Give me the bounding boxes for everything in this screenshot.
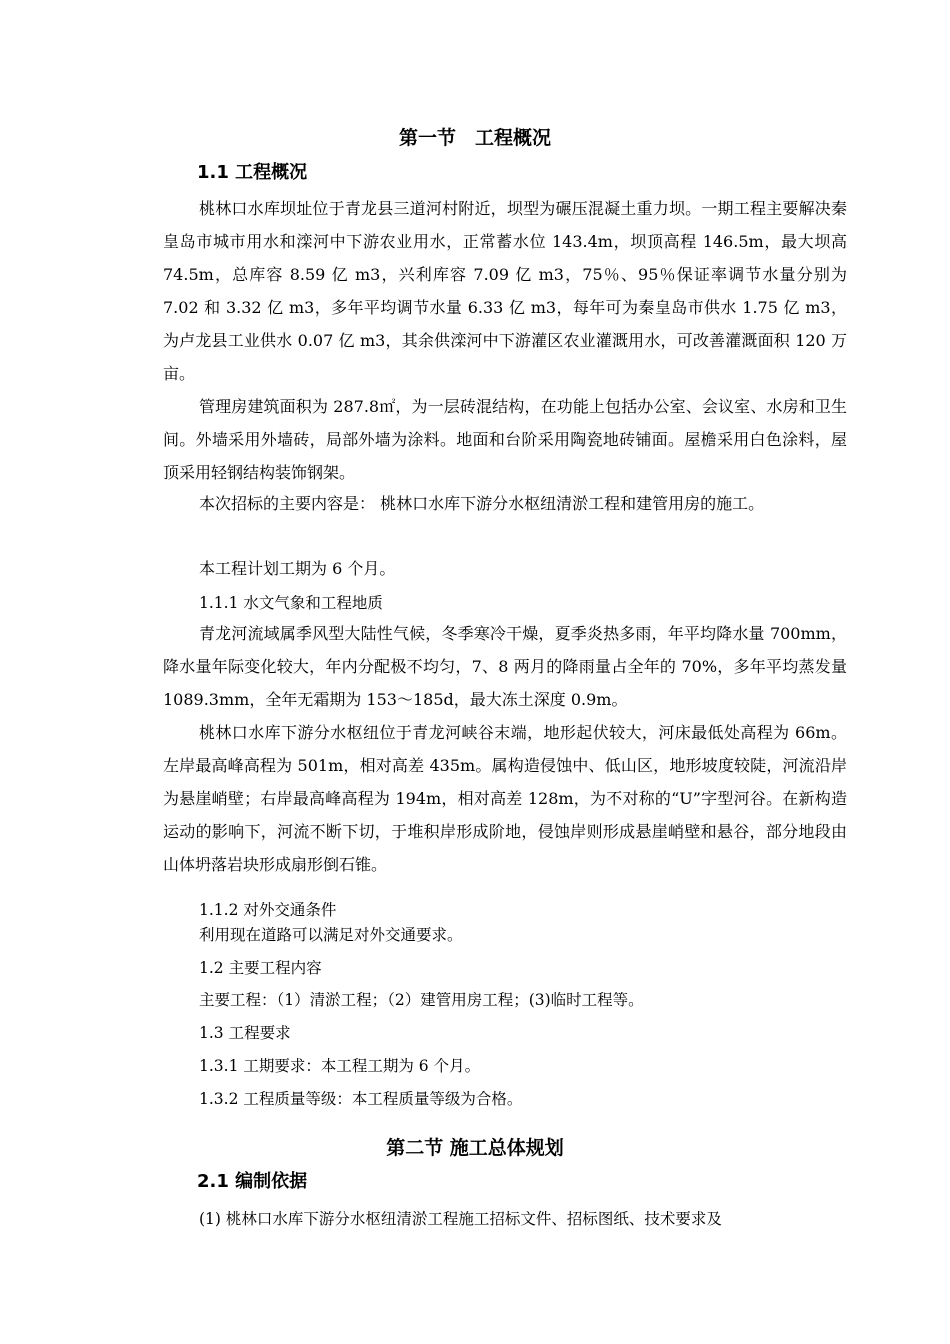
paragraph-traffic: 利用现在道路可以满足对外交通要求。 bbox=[199, 926, 463, 944]
paragraph-geology: 桃林口水库下游分水枢纽位于青龙河峡谷末端，地形起伏较大，河床最低处高程为 66m。左岸最高峰高程为 501m，相对高差 435m。属构造侵蚀中、低山区，地形坡度较陡，河流沿岸为悬崖峭壁；右岸最高峰高程为 194m，相对高差 128m，为不对称的“U”字型河谷。在新构造运动的影响下，河流不断下切，于堆积岸形成阶地，侵蚀岸则形成悬崖峭壁和悬谷，部分地段由山体坍落岩块形成扇形倒石锥。 bbox=[163, 723, 847, 874]
heading-1-1: 1.1 工程概况 bbox=[197, 162, 308, 183]
paragraph-overview: 桃林口水库坝址位于青龙县三道河村附近，坝型为碾压混凝土重力坝。一期工程主要解决秦皇岛市城市用水和滦河中下游农业用水，正常蓄水位 143.4m，坝顶高程 146.5m，最大坝高 74.5m，总库容 8.59 亿 m3，兴利库容 7.09 亿 m3，75％、95％保证率调节水量分别为 7.02 和 3.32 亿 m3，多年平均调节水量 6.33 亿 m3，每年可为秦皇岛市供水 1.75 亿 m3，为卢龙县工业供水 0.07 亿 m3，其余供滦河中下游灌区农业灌溉用水，可改善灌溉面积 120 万亩。 bbox=[163, 199, 847, 383]
section-1-title: 第一节 工程概况 bbox=[398, 127, 551, 149]
paragraph-duration-requirement: 1.3.1 工期要求：本工程工期为 6 个月。 bbox=[199, 1057, 481, 1075]
paragraph-main-works: 主要工程：（1）清淤工程；（2）建管用房工程；(3)临时工程等。 bbox=[199, 991, 644, 1009]
section-2-title: 第二节 施工总体规划 bbox=[386, 1137, 564, 1159]
heading-1-2: 1.2 主要工程内容 bbox=[199, 959, 322, 977]
paragraph-hydrology: 青龙河流域属季风型大陆性气候，冬季寒冷干燥，夏季炎热多雨，年平均降水量 700mm，降水量年际变化较大，年内分配极不均匀，7、8 两月的降雨量占全年的 70%，多年平均蒸发量 1089.3mm，全年无霜期为 153～185d，最大冻土深度 0.9m。 bbox=[163, 624, 847, 709]
heading-1-3: 1.3 工程要求 bbox=[199, 1024, 291, 1042]
heading-1-1-2: 1.1.2 对外交通条件 bbox=[199, 901, 337, 919]
heading-1-1-1: 1.1.1 水文气象和工程地质 bbox=[199, 594, 383, 612]
paragraph-bidding-content: 本次招标的主要内容是： 桃林口水库下游分水枢纽清淤工程和建管用房的施工。 bbox=[199, 494, 765, 513]
paragraph-basis-1: (1) 桃林口水库下游分水枢纽清淤工程施工招标文件、招标图纸、技术要求及 bbox=[199, 1210, 722, 1228]
heading-2-1: 2.1 编制依据 bbox=[197, 1171, 308, 1192]
paragraph-schedule: 本工程计划工期为 6 个月。 bbox=[199, 559, 396, 578]
paragraph-management-house: 管理房建筑面积为 287.8㎡，为一层砖混结构，在功能上包括办公室、会议室、水房和卫生间。外墙采用外墙砖，局部外墙为涂料。地面和台阶采用陶瓷地砖铺面。屋檐采用白色涂料，屋顶采用轻钢结构装饰钢架。 bbox=[163, 397, 847, 482]
paragraph-quality-requirement: 1.3.2 工程质量等级：本工程质量等级为合格。 bbox=[199, 1090, 523, 1108]
